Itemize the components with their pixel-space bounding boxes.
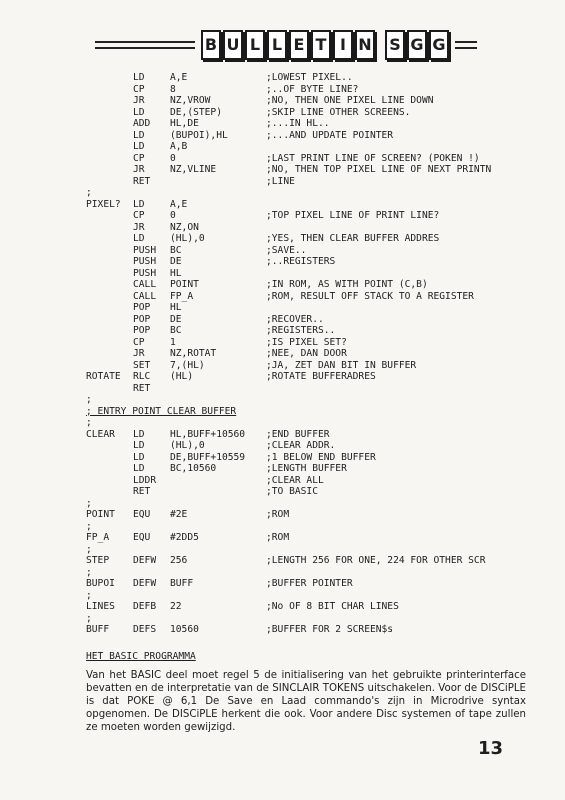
code-label: ; xyxy=(86,520,92,532)
code-opcode: LD xyxy=(133,106,145,118)
title-letter: I xyxy=(333,30,353,60)
code-comment: ;ROTATE BUFFERADRES xyxy=(266,371,376,382)
code-comment: ;TO BASIC xyxy=(266,486,318,497)
code-operand: 10560 xyxy=(170,624,199,635)
code-opcode: RET xyxy=(133,382,151,394)
title-letter: G xyxy=(429,30,449,60)
code-comment: ;LOWEST PIXEL.. xyxy=(266,72,353,83)
code-comment: ;CLEAR ALL xyxy=(266,474,324,486)
code-opcode: JR xyxy=(133,95,145,106)
code-operand: 7,(HL) xyxy=(170,359,205,371)
code-label: LINES xyxy=(86,601,115,612)
section-comment: ; ENTRY POINT CLEAR BUFFER xyxy=(86,405,237,417)
code-line xyxy=(86,624,546,636)
code-line xyxy=(86,452,546,464)
code-opcode: ADD xyxy=(133,118,151,129)
code-line xyxy=(86,291,546,303)
code-operand: NZ,ROTAT xyxy=(170,348,217,359)
code-comment: ;ROM xyxy=(266,532,290,543)
code-operand: (HL),0 xyxy=(170,233,205,244)
code-comment: ;BUFFER FOR 2 SCREEN$s xyxy=(266,624,394,635)
code-opcode: LD xyxy=(133,451,145,463)
code-line xyxy=(86,601,546,613)
code-line xyxy=(86,486,546,498)
code-operand: 1 xyxy=(170,336,176,348)
title-letter: L xyxy=(267,30,287,60)
title-spacer xyxy=(377,32,383,58)
code-operand: 22 xyxy=(170,601,182,612)
code-line xyxy=(86,383,546,395)
code-label: ; xyxy=(86,566,92,578)
code-line xyxy=(86,233,546,245)
page-number: 13 xyxy=(478,738,504,759)
code-line xyxy=(86,360,546,372)
code-comment: ;SKIP LINE OTHER SCREENS. xyxy=(266,106,411,118)
code-comment: ;JA, ZET DAN BIT IN BUFFER xyxy=(266,359,417,371)
code-operand: HL,BUFF+10560 xyxy=(170,428,246,440)
code-comment: ;..REGISTERS xyxy=(266,256,336,267)
code-opcode: JR xyxy=(133,348,145,359)
code-line xyxy=(86,153,546,165)
code-operand: DE xyxy=(170,313,182,325)
code-comment: ;YES, THEN CLEAR BUFFER ADDRES xyxy=(266,233,440,244)
code-opcode: RLC xyxy=(133,371,151,382)
code-opcode: POP xyxy=(133,313,151,325)
code-comment: ;LENGTH BUFFER xyxy=(266,463,347,474)
code-opcode: JR xyxy=(133,164,145,175)
code-comment: ;...IN HL.. xyxy=(266,118,330,129)
code-label: BUFF xyxy=(86,624,110,635)
code-operand: HL,DE xyxy=(170,118,199,129)
code-operand: DE,(STEP) xyxy=(170,106,222,118)
code-opcode: CALL xyxy=(133,279,157,290)
code-opcode: LD xyxy=(133,463,145,474)
code-comment: ;IN ROM, AS WITH POINT (C,B) xyxy=(266,279,428,290)
title-letter: N xyxy=(355,30,375,60)
code-line xyxy=(86,509,546,521)
code-opcode: LD xyxy=(133,129,145,141)
code-opcode: LD xyxy=(133,141,145,152)
code-line xyxy=(86,406,546,418)
code-operand: BC,10560 xyxy=(170,463,217,474)
code-operand: BUFF xyxy=(170,578,194,589)
code-label: FP_A xyxy=(86,532,110,543)
code-line xyxy=(86,578,546,590)
code-line xyxy=(86,590,546,602)
title-letter: E xyxy=(289,30,309,60)
code-line xyxy=(86,268,546,280)
code-line xyxy=(86,371,546,383)
code-comment: ;LINE xyxy=(266,175,295,187)
code-comment: ;..OF BYTE LINE? xyxy=(266,83,359,95)
code-line xyxy=(86,245,546,257)
code-comment: ;NEE, DAN DOOR xyxy=(266,348,347,359)
code-line xyxy=(86,463,546,475)
bulletin-title xyxy=(195,28,455,62)
code-comment: ;IS PIXEL SET? xyxy=(266,336,347,348)
code-line xyxy=(86,555,546,567)
code-operand: HL xyxy=(170,302,182,313)
code-opcode: LD xyxy=(133,233,145,244)
code-line xyxy=(86,176,546,188)
code-line xyxy=(86,84,546,96)
code-comment: ;NO, THEN ONE PIXEL LINE DOWN xyxy=(266,95,434,106)
code-operand: 256 xyxy=(170,555,188,566)
title-letter: L xyxy=(245,30,265,60)
code-opcode: PUSH xyxy=(133,244,157,256)
code-operand: 0 xyxy=(170,210,176,221)
code-operand: A,E xyxy=(170,198,188,210)
code-line xyxy=(86,279,546,291)
code-operand: (HL),0 xyxy=(170,440,205,451)
code-comment: ;...AND UPDATE POINTER xyxy=(266,129,394,141)
code-line xyxy=(86,613,546,625)
code-opcode: LD xyxy=(133,198,145,210)
assembly-listing xyxy=(86,72,546,636)
code-operand: FP_A xyxy=(170,290,194,302)
code-label: ; xyxy=(86,589,92,601)
code-operand: (HL) xyxy=(170,371,194,382)
code-line xyxy=(86,337,546,349)
code-label: POINT xyxy=(86,509,115,520)
code-comment: ;SAVE.. xyxy=(266,244,307,256)
code-operand: #2E xyxy=(170,509,188,520)
code-line xyxy=(86,302,546,314)
code-operand: NZ,VLINE xyxy=(170,164,217,175)
code-opcode: DEFB xyxy=(133,601,157,612)
code-opcode: POP xyxy=(133,302,151,313)
code-operand: A,E xyxy=(170,72,188,83)
code-line xyxy=(86,532,546,544)
code-line xyxy=(86,567,546,579)
code-label: ; xyxy=(86,612,92,624)
code-line xyxy=(86,256,546,268)
code-line xyxy=(86,314,546,326)
title-letter: S xyxy=(385,30,405,60)
bulletin-header xyxy=(95,28,477,62)
code-line xyxy=(86,164,546,176)
code-line xyxy=(86,544,546,556)
basic-paragraph-text: Van het BASIC deel moet regel 5 de initialisering van het gebruikte printerinterface bevatten en de interpretatie van de SINCLAIR TOKENS uitschakelen. Voor de DISCiPLE is dat POKE @ 6,1 De Save en Laad commando's zijn in Microdrive syntax opgenomen. De DISCiPLE herkent die ook. Voor andere Disc systemen of tape zullen ze moeten worden gewijzigd. xyxy=(86,670,526,733)
code-line xyxy=(86,95,546,107)
code-line xyxy=(86,440,546,452)
code-line xyxy=(86,130,546,142)
code-operand: #2DD5 xyxy=(170,532,199,543)
code-line xyxy=(86,417,546,429)
code-line xyxy=(86,348,546,360)
code-opcode: CP xyxy=(133,210,145,221)
code-line xyxy=(86,394,546,406)
code-opcode: SET xyxy=(133,359,151,371)
code-comment: ;LENGTH 256 FOR ONE, 224 FOR OTHER SCR xyxy=(266,555,486,566)
code-operand: 0 xyxy=(170,152,176,164)
code-label: ; xyxy=(86,543,92,555)
code-line xyxy=(86,141,546,153)
code-opcode: JR xyxy=(133,221,145,233)
code-line xyxy=(86,199,546,211)
code-line xyxy=(86,187,546,199)
basic-paragraph xyxy=(86,669,526,734)
code-opcode: PUSH xyxy=(133,256,157,267)
code-opcode: DEFW xyxy=(133,578,157,589)
code-operand: NZ,ON xyxy=(170,221,199,233)
code-label: STEP xyxy=(86,555,110,566)
code-operand: BC xyxy=(170,325,182,336)
code-operand: DE,BUFF+10559 xyxy=(170,451,246,463)
code-line xyxy=(86,222,546,234)
code-label: BUPOI xyxy=(86,578,115,589)
code-opcode: EQU xyxy=(133,509,151,520)
code-line xyxy=(86,498,546,510)
code-opcode: CP xyxy=(133,83,145,95)
code-label: CLEAR xyxy=(86,428,115,440)
code-comment: ;BUFFER POINTER xyxy=(266,578,353,589)
code-operand: DE xyxy=(170,256,182,267)
code-line xyxy=(86,429,546,441)
code-operand: A,B xyxy=(170,141,188,152)
code-operand: HL xyxy=(170,267,182,279)
code-comment: ;REGISTERS.. xyxy=(266,325,336,336)
code-comment: ;TOP PIXEL LINE OF PRINT LINE? xyxy=(266,210,440,221)
code-opcode: CP xyxy=(133,152,145,164)
code-line xyxy=(86,118,546,130)
code-opcode: PUSH xyxy=(133,267,157,279)
title-letter: G xyxy=(407,30,427,60)
code-comment: ;LAST PRINT LINE OF SCREEN? (POKEN !) xyxy=(266,152,480,164)
code-label: ; xyxy=(86,417,92,428)
code-opcode: LD xyxy=(133,428,145,440)
code-operand: POINT xyxy=(170,279,199,290)
code-comment: ;NO, THEN TOP PIXEL LINE OF NEXT PRINTN xyxy=(266,164,492,175)
code-label: ; xyxy=(86,497,92,509)
code-operand: 8 xyxy=(170,83,176,95)
code-comment: ;No OF 8 BIT CHAR LINES xyxy=(266,601,399,612)
code-comment: ;ROM xyxy=(266,509,290,520)
code-opcode: CP xyxy=(133,336,145,348)
code-comment: ;1 BELOW END BUFFER xyxy=(266,451,376,463)
code-opcode: LD xyxy=(133,440,145,451)
code-line xyxy=(86,475,546,487)
code-line xyxy=(86,210,546,222)
code-operand: BC xyxy=(170,244,182,256)
title-letter: B xyxy=(201,30,221,60)
code-opcode: DEFW xyxy=(133,555,157,566)
code-opcode: EQU xyxy=(133,532,151,543)
code-comment: ;CLEAR ADDR. xyxy=(266,440,336,451)
code-opcode: RET xyxy=(133,486,151,497)
code-opcode: DEFS xyxy=(133,624,157,635)
code-line xyxy=(86,72,546,84)
code-operand: (BUPOI),HL xyxy=(170,129,228,141)
basic-heading: HET BASIC PROGRAMMA xyxy=(86,651,196,662)
code-line xyxy=(86,107,546,119)
code-comment: ;END BUFFER xyxy=(266,428,330,440)
code-opcode: LDDR xyxy=(133,474,157,486)
code-label: ROTATE xyxy=(86,371,121,382)
code-opcode: RET xyxy=(133,175,151,187)
code-opcode: LD xyxy=(133,72,145,83)
title-letter: U xyxy=(223,30,243,60)
code-operand: NZ,VROW xyxy=(170,95,211,106)
code-line xyxy=(86,521,546,533)
code-label: PIXEL? xyxy=(86,198,121,210)
code-label: ; xyxy=(86,394,92,405)
code-opcode: POP xyxy=(133,325,151,336)
title-letter: T xyxy=(311,30,331,60)
code-opcode: CALL xyxy=(133,290,157,302)
code-comment: ;RECOVER.. xyxy=(266,313,324,325)
code-line xyxy=(86,325,546,337)
code-label: ; xyxy=(86,187,92,198)
code-comment: ;ROM, RESULT OFF STACK TO A REGISTER xyxy=(266,290,474,302)
